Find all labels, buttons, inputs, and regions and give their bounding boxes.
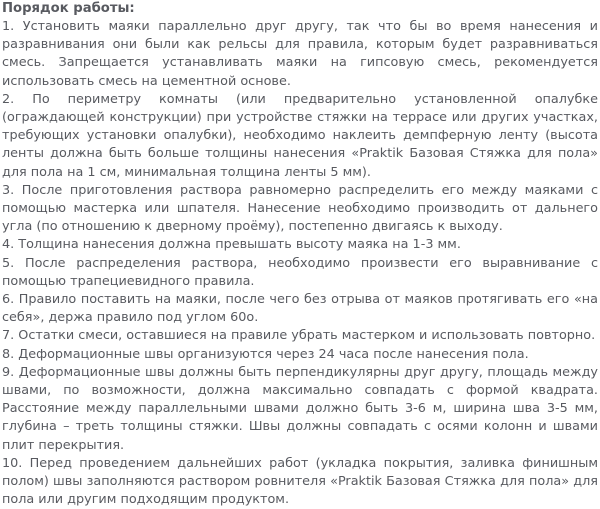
- step-item-8: 8. Деформационные швы организуются через 24 часа после нанесения пола.: [2, 346, 529, 362]
- step-item-10: 10. Перед проведением дальнейших работ (укладка покрытия, заливка финишным полом) швы заполняются раствором ровнителя «Praktik Базовая Стяжка для пола» для пола или другим подходящим продуктом.: [2, 455, 598, 508]
- step-item-2: 2. По периметру комнаты (или предварительно установленной опалубке (ограждающей конструкции) при устройстве стяжки на террасе или других участках, требующих установки опалубки), необходимо наклеить демпферную ленту (высота ленты должна быть больше толщины нанесения «Praktik Базовая Стяжка для пола» для пола на 1 см, минимальная толщина ленты 5 мм).: [2, 91, 598, 180]
- steps-list: [2, 18, 598, 509]
- step-item-3: 3. После приготовления раствора равномерно распределить его между маяками с помощью мастерка или шпателя. Нанесение необходимо производить от дальнего угла (по отношению к дверному проёму), постепенно двигаясь к выходу.: [2, 182, 598, 235]
- section-title: Порядок работы:: [2, 1, 135, 16]
- step-item-9: 9. Деформационные швы должны быть перпендикулярны друг другу, площадь между швами, по возможности, должна максимально совпадать с формой квадрата. Расстояние между параллельными швами должно быть 3-6 м, ширина шва 3-5 мм, глубина – треть толщины стяжки. Швы должны совпадать с осями колонн и швами плит перекрытия.: [2, 364, 598, 453]
- step-item-1: 1. Установить маяки параллельно друг другу, так что бы во время нанесения и разравнивания они были как рельсы для правила, которым будет разравниваться смесь. Запрещается устанавливать маяки на гипсовую смесь, рекомендуется использовать смесь на цементной основе.: [2, 19, 598, 89]
- step-item-6: 6. Правило поставить на маяки, после чего без отрыва от маяков протягивать его «на себя», держа правило под углом 60о.: [2, 292, 598, 326]
- step-item-7: 7. Остатки смеси, оставшиеся на правиле убрать мастерком и использовать повторно.: [2, 328, 596, 344]
- step-item-4: 4. Толщина нанесения должна превышать высоту маяка на 1-3 мм.: [2, 237, 461, 253]
- step-item-5: 5. После распределения раствора, необходимо произвести его выравнивание с помощью трапециевидного правила.: [2, 255, 598, 289]
